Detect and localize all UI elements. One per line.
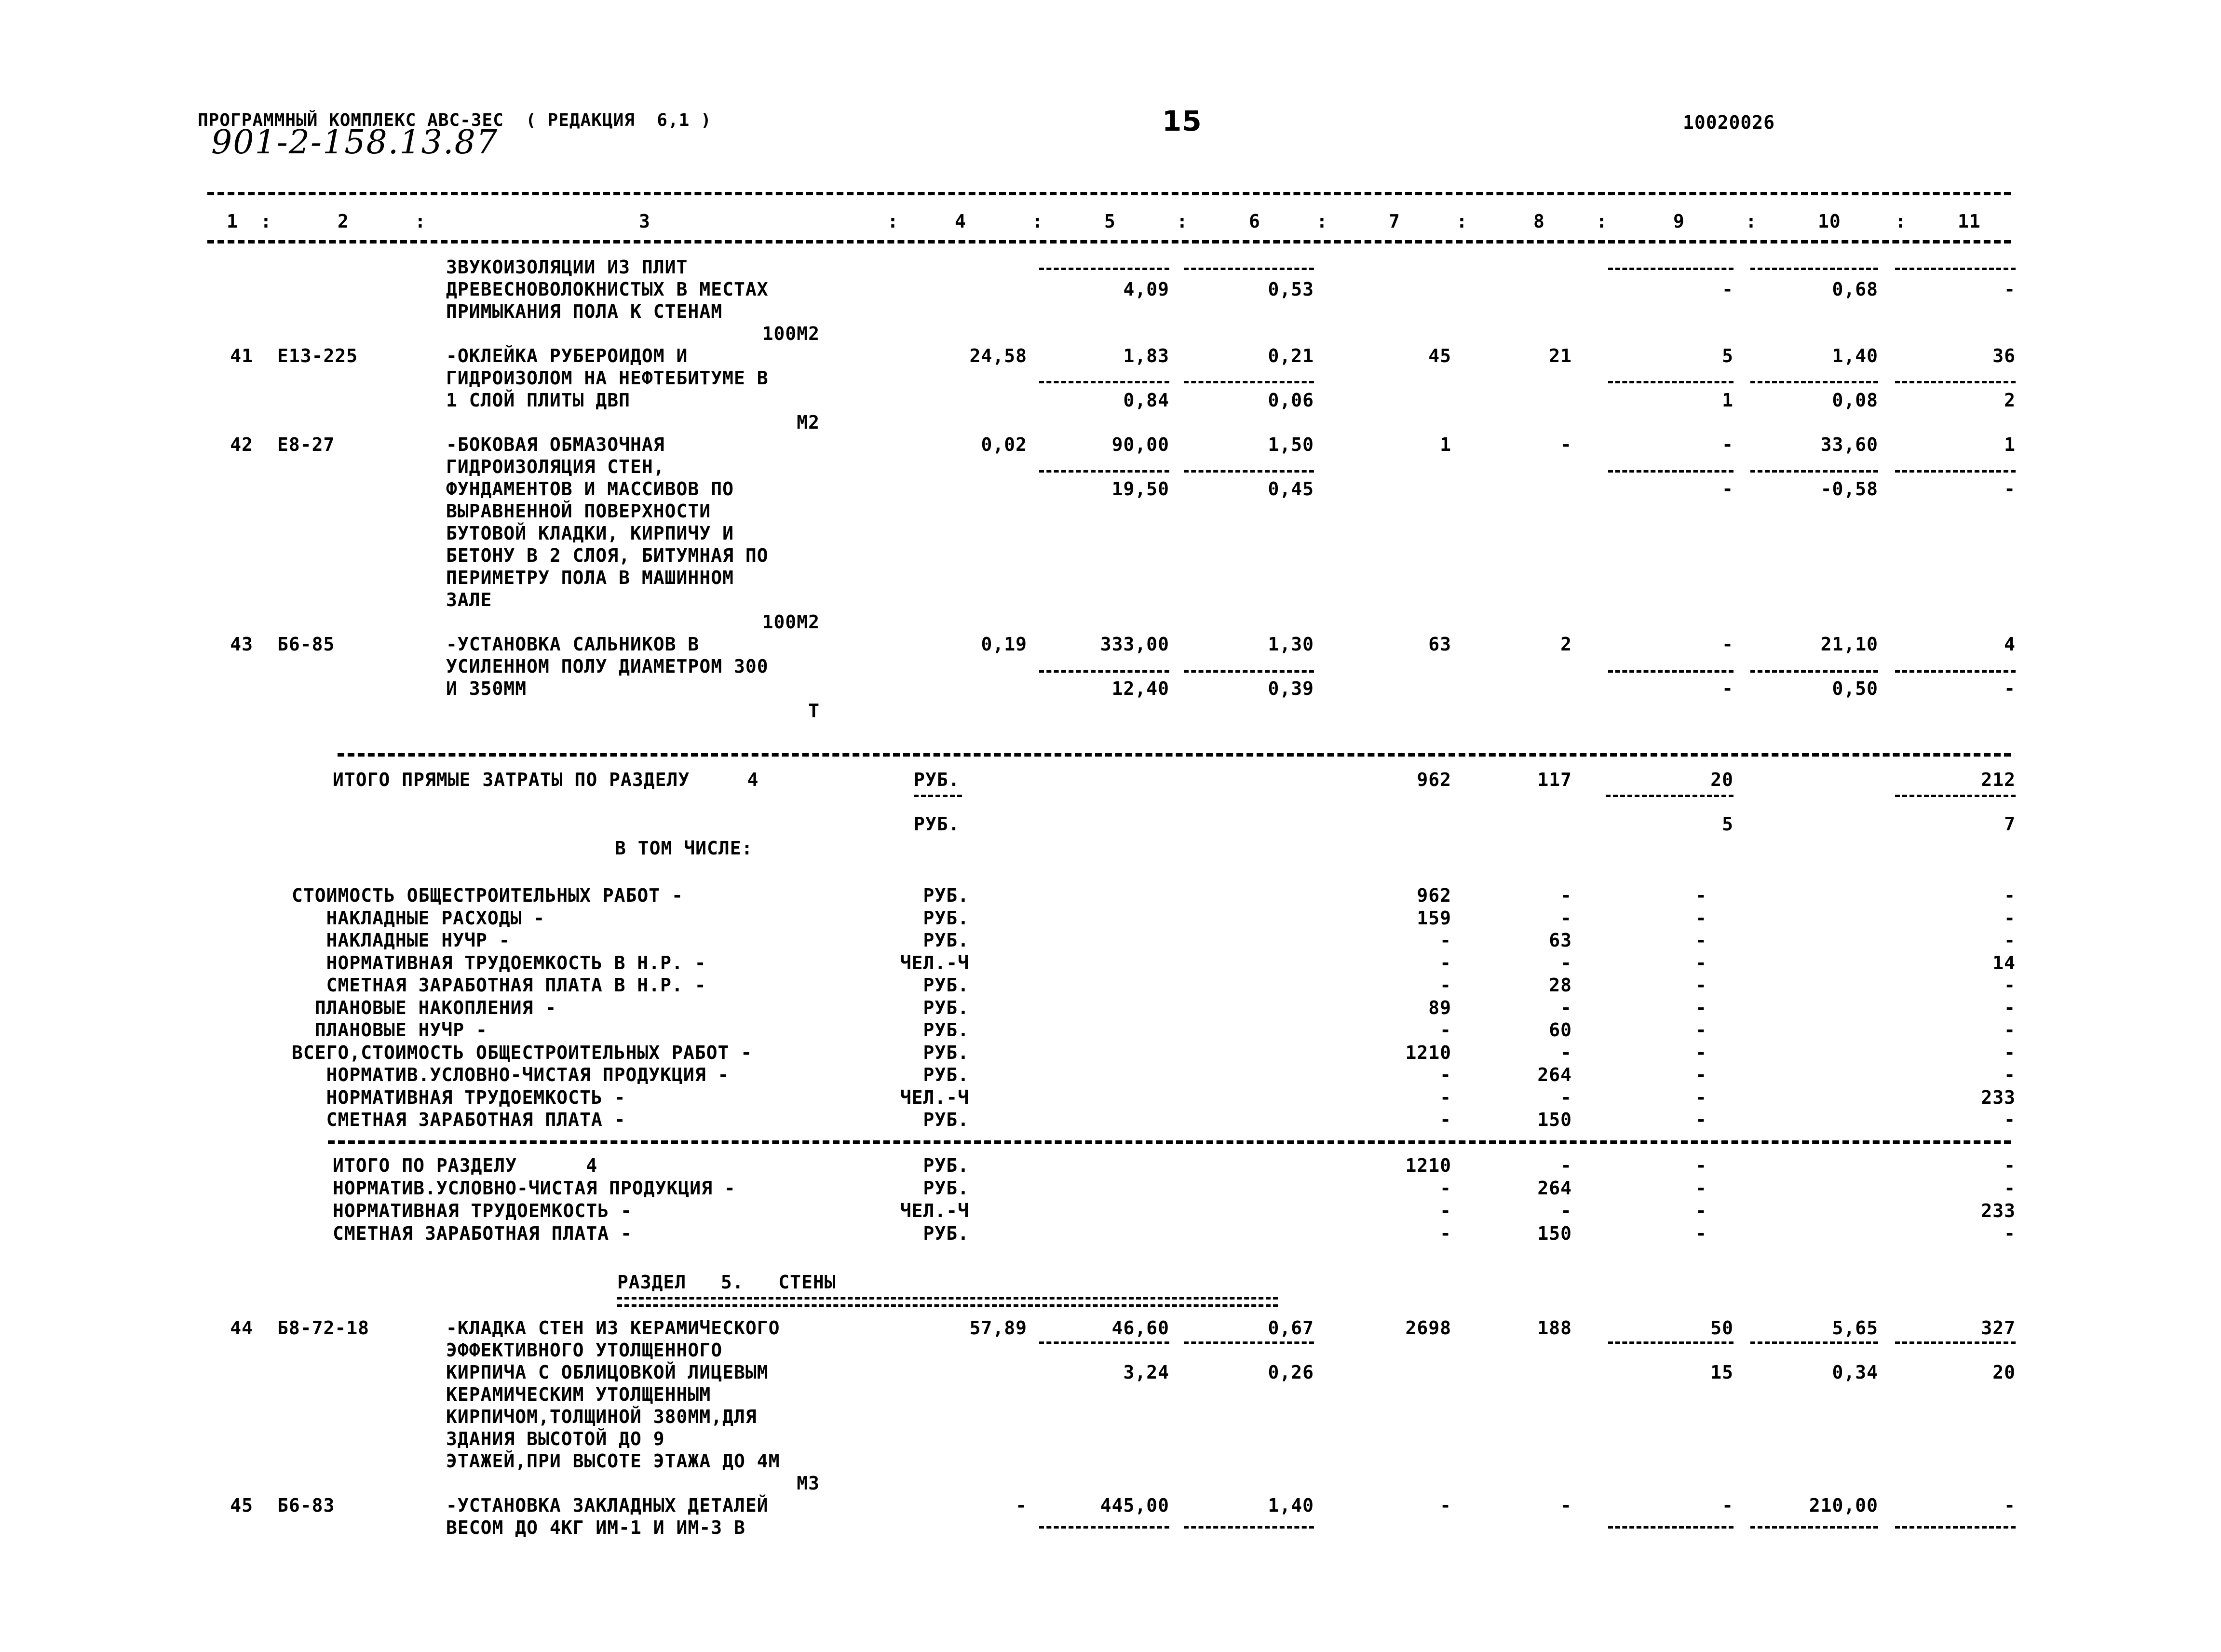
section-total-label: ИТОГО ПО РАЗДЕЛУ 4 — [333, 1155, 598, 1176]
cell-c2: Б8-72-18 — [277, 1317, 370, 1339]
cell-c2: Б6-85 — [277, 634, 335, 655]
split-rule-c10 — [1750, 670, 1878, 673]
split-rule-c6 — [1184, 470, 1314, 473]
split-rule-c6 — [1184, 1526, 1314, 1529]
cell-c3: БЕТОНУ В 2 СЛОЯ, БИТУМНАЯ ПО — [446, 545, 769, 566]
total-c11: 212 — [1981, 769, 2016, 790]
split-rule-c10 — [1750, 1341, 1878, 1344]
split-rule-c9 — [1608, 381, 1733, 383]
cell-c10: 33,60 — [1820, 434, 1878, 455]
breakdown-c9: - — [1695, 975, 1707, 996]
column-separator: : — [1177, 211, 1188, 232]
column-separator: : — [260, 211, 272, 232]
breakdown-c8: 60 — [1549, 1019, 1572, 1041]
breakdown-label: ПЛАНОВЫЕ НУЧР - — [292, 1019, 488, 1041]
breakdown-c9: - — [1695, 907, 1707, 929]
column-header-9: 9 — [1673, 211, 1685, 232]
cell-c6: 0,06 — [1268, 390, 1314, 411]
cell-c10: 0,08 — [1832, 390, 1878, 411]
cell-c5: 3,24 — [1123, 1362, 1169, 1383]
breakdown-c7: - — [1440, 975, 1451, 996]
section-title: РАЗДЕЛ 5. СТЕНЫ — [617, 1272, 836, 1293]
cell-c4: 0,19 — [981, 634, 1027, 655]
cell-c3: ЗДАНИЯ ВЫСОТОЙ ДО 9 — [446, 1428, 665, 1449]
breakdown-c9: - — [1695, 952, 1707, 974]
split-rule-c9 — [1608, 670, 1733, 673]
cell-c3: ЗАЛЕ — [446, 589, 492, 610]
breakdown-c9: - — [1695, 1109, 1707, 1130]
split-rule-c9 — [1608, 1341, 1733, 1344]
breakdown-c7: - — [1440, 952, 1451, 974]
cell-c11: 4 — [2004, 634, 2016, 655]
total-c11b: 7 — [2004, 813, 2016, 835]
document-code: 10020026 — [1683, 112, 1775, 133]
split-rule-c10 — [1750, 381, 1878, 383]
unit-label: РУБ. — [923, 997, 969, 1018]
breakdown-c8: - — [1560, 885, 1572, 906]
cell-c7: 63 — [1428, 634, 1451, 655]
breakdown-c9: - — [1695, 885, 1707, 906]
including-label: В ТОМ ЧИСЛЕ: — [615, 838, 753, 859]
header-bottom-rule — [207, 240, 2011, 244]
section-total-c8: 264 — [1537, 1178, 1572, 1199]
section-total-label: НОРМАТИВ.УСЛОВНО-ЧИСТАЯ ПРОДУКЦИЯ - — [333, 1178, 736, 1199]
split-rule-c6 — [1184, 1341, 1314, 1344]
breakdown-c7: - — [1440, 1086, 1451, 1108]
unit-label: РУБ. — [923, 975, 969, 996]
section-total-label: НОРМАТИВНАЯ ТРУДОЕМКОСТЬ - — [333, 1200, 632, 1221]
cell-c1: 44 — [230, 1317, 253, 1339]
unit-label: 100М2 — [762, 611, 820, 633]
cell-c6: 1,30 — [1268, 634, 1314, 655]
cell-c6: 0,39 — [1268, 678, 1314, 699]
cell-c1: 43 — [230, 634, 253, 655]
cell-c7: - — [1440, 1495, 1451, 1516]
breakdown-c7: 159 — [1417, 907, 1451, 929]
cell-c10: -0,58 — [1820, 478, 1878, 500]
breakdown-c9: - — [1695, 1042, 1707, 1063]
cell-c5: 19,50 — [1111, 478, 1169, 500]
breakdown-label: НОРМАТИВНАЯ ТРУДОЕМКОСТЬ - — [292, 1086, 626, 1108]
breakdown-c8: - — [1560, 952, 1572, 974]
cell-c2: Е13-225 — [277, 345, 358, 366]
totals-top-rule — [338, 753, 2011, 757]
cell-c7: 2698 — [1405, 1317, 1451, 1339]
cell-c5: 46,60 — [1111, 1317, 1169, 1339]
breakdown-c11: - — [2004, 975, 2016, 996]
breakdown-label: СМЕТНАЯ ЗАРАБОТНАЯ ПЛАТА - — [292, 1109, 626, 1130]
breakdown-c11: 233 — [1981, 1086, 2016, 1108]
breakdown-c8: 28 — [1549, 975, 1572, 996]
unit-label: ЧЕЛ.-Ч — [900, 1086, 969, 1108]
cell-c10: 0,50 — [1832, 678, 1878, 699]
unit-label: Т — [808, 700, 820, 721]
cell-c3: ЭТАЖЕЙ,ПРИ ВЫСОТЕ ЭТАЖА ДО 4М — [446, 1450, 780, 1472]
cell-c6: 0,21 — [1268, 345, 1314, 366]
cell-c9: - — [1722, 434, 1733, 455]
cell-c11: - — [2004, 279, 2016, 300]
unit-label: РУБ. — [923, 1155, 969, 1176]
breakdown-c11: - — [2004, 930, 2016, 951]
breakdown-label: ПЛАНОВЫЕ НАКОПЛЕНИЯ - — [292, 997, 557, 1018]
column-separator: : — [1746, 211, 1757, 232]
unit-label: РУБ. — [923, 1109, 969, 1130]
column-header-10: 10 — [1818, 211, 1841, 232]
unit-label: РУБ. — [923, 885, 969, 906]
column-separator: : — [1456, 211, 1468, 232]
breakdown-label: НАКЛАДНЫЕ РАСХОДЫ - — [292, 907, 545, 929]
section-total-c8: - — [1560, 1200, 1572, 1221]
section-total-c8: 150 — [1537, 1223, 1572, 1244]
split-rule-c11 — [1895, 268, 2016, 270]
breakdown-c11: - — [2004, 997, 2016, 1018]
cell-c3: ВЫРАВНЕННОЙ ПОВЕРХНОСТИ — [446, 501, 711, 522]
cell-c3: КЕРАМИЧЕСКИМ УТОЛЩЕННЫМ — [446, 1384, 711, 1405]
cell-c11: 327 — [1981, 1317, 2016, 1339]
cell-c11: - — [2004, 478, 2016, 500]
unit-label: РУБ. — [923, 1223, 969, 1244]
section-total-c9: - — [1695, 1178, 1707, 1199]
column-header-4: 4 — [955, 211, 966, 232]
total-c8: 117 — [1537, 769, 1572, 790]
split-rule-c9 — [1608, 1526, 1733, 1529]
section-total-c9: - — [1695, 1155, 1707, 1176]
split-rule-c5 — [1039, 268, 1169, 270]
cell-c8: 2 — [1560, 634, 1572, 655]
cell-c11: 20 — [1992, 1362, 2016, 1383]
breakdown-c9: - — [1695, 930, 1707, 951]
unit-label: РУБ. — [914, 769, 960, 790]
section-total-c7: 1210 — [1405, 1155, 1451, 1176]
section-total-label: СМЕТНАЯ ЗАРАБОТНАЯ ПЛАТА - — [333, 1223, 632, 1244]
cell-c11: - — [2004, 1495, 2016, 1516]
cell-c3: ПЕРИМЕТРУ ПОЛА В МАШИННОМ — [446, 567, 734, 588]
cell-c3: КИРПИЧОМ,ТОЛЩИНОЙ 380ММ,ДЛЯ — [446, 1406, 757, 1427]
breakdown-label: НОРМАТИВ.УСЛОВНО-ЧИСТАЯ ПРОДУКЦИЯ - — [292, 1064, 730, 1085]
page-number: 15 — [1162, 105, 1202, 137]
split-rule-c11 — [1895, 1526, 2016, 1529]
unit-split-rule — [914, 795, 962, 797]
cell-c1: 45 — [230, 1495, 253, 1516]
breakdown-c9: - — [1695, 1086, 1707, 1108]
breakdown-label: СМЕТНАЯ ЗАРАБОТНАЯ ПЛАТА В Н.Р. - — [292, 975, 706, 996]
cell-c5: 445,00 — [1100, 1495, 1169, 1516]
unit-label: ЧЕЛ.-Ч — [900, 1200, 969, 1221]
breakdown-c9: - — [1695, 997, 1707, 1018]
section-total-c11: - — [2004, 1223, 2016, 1244]
breakdown-c7: - — [1440, 1109, 1451, 1130]
cell-c11: 2 — [2004, 390, 2016, 411]
cell-c9: 50 — [1710, 1317, 1733, 1339]
cell-c3: -КЛАДКА СТЕН ИЗ КЕРАМИЧЕСКОГО — [446, 1317, 780, 1339]
cell-c11: - — [2004, 678, 2016, 699]
column-header-1: 1 — [227, 211, 238, 232]
cell-c3: ФУНДАМЕНТОВ И МАССИВОВ ПО — [446, 478, 734, 500]
direct-costs-label: ИТОГО ПРЯМЫЕ ЗАТРАТЫ ПО РАЗДЕЛУ 4 — [333, 769, 759, 790]
cell-c9: - — [1722, 478, 1733, 500]
breakdown-c8: 150 — [1537, 1109, 1572, 1130]
cell-c1: 42 — [230, 434, 253, 455]
cell-c9: 5 — [1722, 345, 1733, 366]
breakdown-label: НОРМАТИВНАЯ ТРУДОЕМКОСТЬ В Н.Р. - — [292, 952, 706, 974]
unit-label: РУБ. — [923, 1042, 969, 1063]
breakdown-label: СТОИМОСТЬ ОБЩЕСТРОИТЕЛЬНЫХ РАБОТ - — [292, 885, 683, 906]
split-rule-c5 — [1039, 670, 1169, 673]
split-rule-c5 — [1039, 381, 1169, 383]
cell-c8: 21 — [1549, 345, 1572, 366]
breakdown-c8: - — [1560, 907, 1572, 929]
column-separator: : — [415, 211, 426, 232]
split-rule-c9 — [1608, 268, 1733, 270]
cell-c3: УСИЛЕННОМ ПОЛУ ДИАМЕТРОМ 300 — [446, 656, 769, 677]
breakdown-c11: - — [2004, 907, 2016, 929]
split-rule-c6 — [1184, 268, 1314, 270]
cell-c9: - — [1722, 634, 1733, 655]
cell-c3: ЗВУКОИЗОЛЯЦИИ ИЗ ПЛИТ — [446, 257, 688, 278]
split-rule-c10 — [1750, 1526, 1878, 1529]
split-rule-c9 — [1606, 795, 1733, 797]
breakdown-c7: - — [1440, 930, 1451, 951]
section-total-c8: - — [1560, 1155, 1572, 1176]
cell-c10: 210,00 — [1809, 1495, 1878, 1516]
cell-c2: Е8-27 — [277, 434, 335, 455]
cell-c10: 21,10 — [1820, 634, 1878, 655]
split-rule-c5 — [1039, 1341, 1169, 1344]
breakdown-c11: - — [2004, 1064, 2016, 1085]
total-c9: 20 — [1710, 769, 1733, 790]
cell-c7: 45 — [1428, 345, 1451, 366]
cell-c10: 0,34 — [1832, 1362, 1878, 1383]
cell-c4: - — [1016, 1495, 1027, 1516]
column-separator: : — [887, 211, 899, 232]
cell-c5: 0,84 — [1123, 390, 1169, 411]
breakdown-c11: - — [2004, 1109, 2016, 1130]
column-header-5: 5 — [1104, 211, 1116, 232]
column-separator: : — [1895, 211, 1907, 232]
breakdown-c11: - — [2004, 885, 2016, 906]
unit-label: 100М2 — [762, 323, 820, 344]
column-header-2: 2 — [338, 211, 349, 232]
cell-c11: 1 — [2004, 434, 2016, 455]
breakdown-label: ВСЕГО,СТОИМОСТЬ ОБЩЕСТРОИТЕЛЬНЫХ РАБОТ - — [292, 1042, 753, 1063]
breakdown-c7: 962 — [1417, 885, 1451, 906]
column-separator: : — [1032, 211, 1043, 232]
cell-c7: 1 — [1440, 434, 1451, 455]
cell-c6: 0,45 — [1268, 478, 1314, 500]
breakdown-c8: 63 — [1549, 930, 1572, 951]
section-total-c11: - — [2004, 1178, 2016, 1199]
breakdown-c8: - — [1560, 997, 1572, 1018]
unit-label: РУБ. — [923, 1178, 969, 1199]
breakdown-c8: - — [1560, 1086, 1572, 1108]
split-rule-c6 — [1184, 381, 1314, 383]
split-rule-c9 — [1608, 470, 1733, 473]
breakdown-c11: 14 — [1992, 952, 2016, 974]
cell-c3: И 350ММ — [446, 678, 527, 699]
cell-c3: -УСТАНОВКА САЛЬНИКОВ В — [446, 634, 700, 655]
column-header-11: 11 — [1958, 211, 1981, 232]
cell-c10: 1,40 — [1832, 345, 1878, 366]
split-rule-c6 — [1184, 670, 1314, 673]
total-c9b: 5 — [1722, 813, 1733, 835]
column-separator: : — [1316, 211, 1328, 232]
breakdown-c7: 1210 — [1405, 1042, 1451, 1063]
header-top-rule — [207, 192, 2011, 195]
column-header-7: 7 — [1389, 211, 1400, 232]
cell-c8: 188 — [1537, 1317, 1572, 1339]
section-title-underline — [617, 1297, 1278, 1307]
cell-c3: 1 СЛОЙ ПЛИТЫ ДВП — [446, 390, 631, 411]
cell-c8: - — [1560, 1495, 1572, 1516]
unit-label: РУБ. — [914, 813, 960, 835]
column-header-8: 8 — [1533, 211, 1545, 232]
unit-label: РУБ. — [923, 1019, 969, 1041]
cell-c5: 333,00 — [1100, 634, 1169, 655]
cell-c1: 41 — [230, 345, 253, 366]
breakdown-c11: - — [2004, 1019, 2016, 1041]
cell-c5: 12,40 — [1111, 678, 1169, 699]
section-total-c9: - — [1695, 1200, 1707, 1221]
cell-c6: 0,26 — [1268, 1362, 1314, 1383]
program-title: ПРОГРАММНЫЙ КОМПЛЕКС АВС-ЗЕС ( РЕДАКЦИЯ 6,1 ) — [198, 110, 712, 130]
breakdown-c8: 264 — [1537, 1064, 1572, 1085]
split-rule-c11 — [1895, 795, 2016, 797]
cell-c6: 1,40 — [1268, 1495, 1314, 1516]
split-rule-c5 — [1039, 1526, 1169, 1529]
cell-c3: ВЕСОМ ДО 4КГ ИМ-1 И ИМ-3 В — [446, 1517, 745, 1538]
split-rule-c10 — [1750, 470, 1878, 473]
cell-c10: 5,65 — [1832, 1317, 1878, 1339]
breakdown-c9: - — [1695, 1064, 1707, 1085]
cell-c4: 24,58 — [969, 345, 1027, 366]
section-total-c11: - — [2004, 1155, 2016, 1176]
column-header-6: 6 — [1249, 211, 1260, 232]
unit-label: РУБ. — [923, 930, 969, 951]
split-rule-c11 — [1895, 470, 2016, 473]
unit-label: М3 — [797, 1473, 820, 1494]
cell-c3: -БОКОВАЯ ОБМАЗОЧНАЯ — [446, 434, 665, 455]
breakdown-c7: - — [1440, 1064, 1451, 1085]
cell-c3: ДРЕВЕСНОВОЛОКНИСТЫХ В МЕСТАХ — [446, 279, 769, 300]
breakdown-label: НАКЛАДНЫЕ НУЧР - — [292, 930, 511, 951]
handwritten-project-code: 901-2-158.13.87 — [211, 123, 499, 162]
section-total-c11: 233 — [1981, 1200, 2016, 1221]
cell-c5: 4,09 — [1123, 279, 1169, 300]
cell-c8: - — [1560, 434, 1572, 455]
total-c7: 962 — [1417, 769, 1451, 790]
split-rule-c10 — [1750, 268, 1878, 270]
cell-c3: ГИДРОИЗОЛЯЦИЯ СТЕН, — [446, 456, 665, 477]
breakdown-c8: - — [1560, 1042, 1572, 1063]
section-total-c7: - — [1440, 1200, 1451, 1221]
cell-c5: 90,00 — [1111, 434, 1169, 455]
unit-label: М2 — [797, 412, 820, 433]
cell-c4: 57,89 — [969, 1317, 1027, 1339]
cell-c3: ЭФФЕКТИВНОГО УТОЛЩЕННОГО — [446, 1340, 723, 1361]
cell-c5: 1,83 — [1123, 345, 1169, 366]
cell-c9: 1 — [1722, 390, 1733, 411]
section-total-rule — [328, 1140, 2011, 1144]
cell-c10: 0,68 — [1832, 279, 1878, 300]
section-total-c7: - — [1440, 1223, 1451, 1244]
cell-c3: -УСТАНОВКА ЗАКЛАДНЫХ ДЕТАЛЕЙ — [446, 1495, 769, 1516]
unit-label: ЧЕЛ.-Ч — [900, 952, 969, 974]
cell-c3: ГИДРОИЗОЛОМ НА НЕФТЕБИТУМЕ В — [446, 367, 769, 389]
cell-c3: ПРИМЫКАНИЯ ПОЛА К СТЕНАМ — [446, 301, 723, 322]
split-rule-c11 — [1895, 1341, 2016, 1344]
section-total-c7: - — [1440, 1178, 1451, 1199]
cell-c3: КИРПИЧА С ОБЛИЦОВКОЙ ЛИЦЕВЫМ — [446, 1362, 769, 1383]
breakdown-c11: - — [2004, 1042, 2016, 1063]
breakdown-c9: - — [1695, 1019, 1707, 1041]
cell-c3: -ОКЛЕЙКА РУБЕРОИДОМ И — [446, 345, 688, 366]
unit-label: РУБ. — [923, 907, 969, 929]
cell-c6: 0,67 — [1268, 1317, 1314, 1339]
cell-c9: - — [1722, 279, 1733, 300]
cell-c6: 0,53 — [1268, 279, 1314, 300]
cell-c4: 0,02 — [981, 434, 1027, 455]
cell-c6: 1,50 — [1268, 434, 1314, 455]
split-rule-c5 — [1039, 470, 1169, 473]
cell-c11: 36 — [1992, 345, 2016, 366]
section-total-c9: - — [1695, 1223, 1707, 1244]
cell-c9: - — [1722, 1495, 1733, 1516]
breakdown-c7: - — [1440, 1019, 1451, 1041]
unit-label: РУБ. — [923, 1064, 969, 1085]
breakdown-c7: 89 — [1428, 997, 1451, 1018]
cell-c9: 15 — [1710, 1362, 1733, 1383]
column-header-3: 3 — [639, 211, 650, 232]
cell-c3: БУТОВОЙ КЛАДКИ, КИРПИЧУ И — [446, 523, 734, 544]
split-rule-c11 — [1895, 670, 2016, 673]
cell-c2: Б6-83 — [277, 1495, 335, 1516]
column-separator: : — [1596, 211, 1608, 232]
cell-c9: - — [1722, 678, 1733, 699]
split-rule-c11 — [1895, 381, 2016, 383]
